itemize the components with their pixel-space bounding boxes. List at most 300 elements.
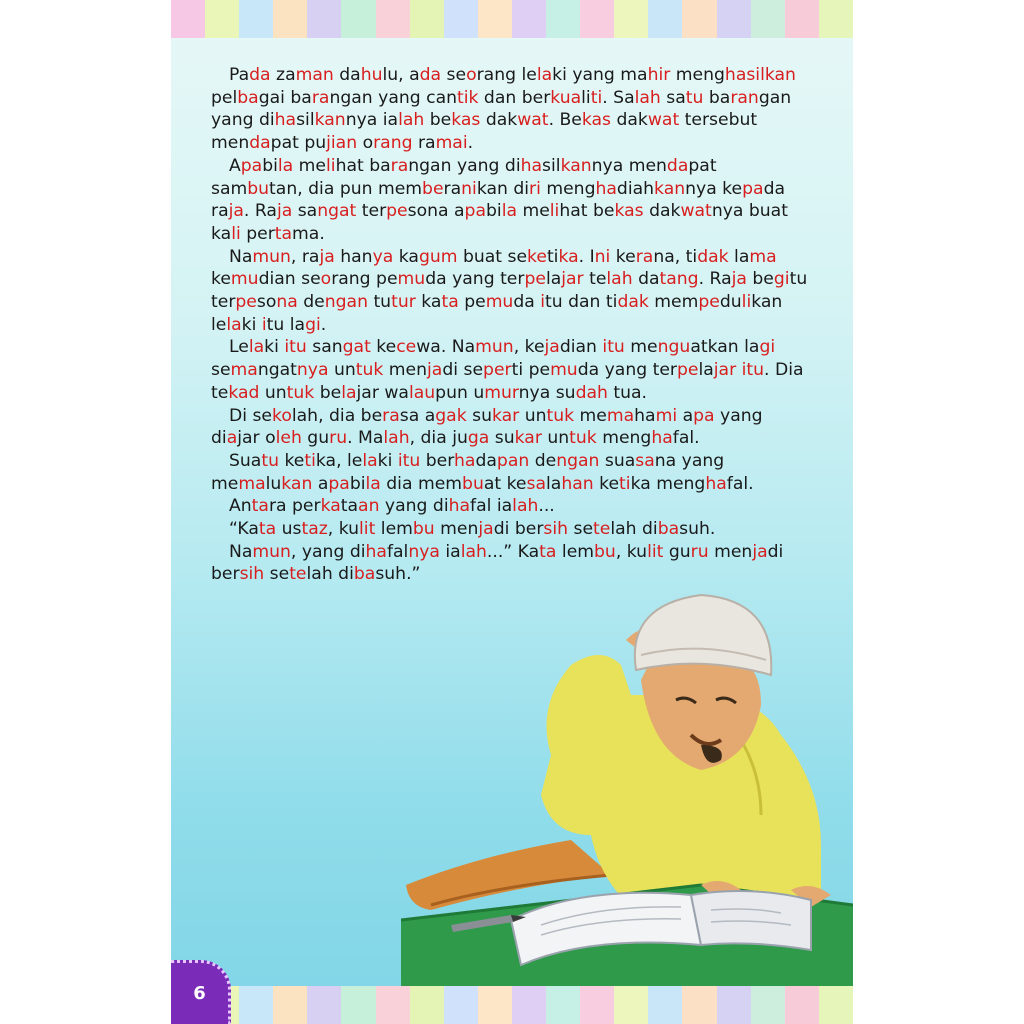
stripe-segment	[273, 0, 307, 38]
plain-text: dian se	[258, 269, 321, 290]
highlighted-syllable: rang	[373, 133, 413, 154]
highlighted-syllable: ce	[396, 337, 417, 358]
plain-text: dia mem	[380, 473, 463, 494]
stripe-segment	[717, 0, 751, 38]
highlighted-syllable: ba	[353, 564, 376, 585]
highlighted-syllable: hir	[647, 65, 671, 85]
highlighted-syllable: itu	[741, 360, 765, 381]
highlighted-syllable: la	[501, 201, 517, 222]
highlighted-syllable: ngu	[657, 337, 691, 358]
highlighted-syllable: ti	[619, 473, 631, 494]
plain-text: pe	[458, 292, 486, 313]
stripe-segment	[648, 986, 682, 1024]
plain-text: sa	[660, 87, 686, 108]
plain-text: lah di	[306, 564, 354, 585]
plain-text: ki	[264, 337, 285, 358]
highlighted-syllable: lit	[359, 519, 376, 540]
plain-text: da	[475, 450, 497, 471]
plain-text: rang pe	[331, 269, 398, 290]
top-stripe-border	[171, 0, 853, 38]
highlighted-syllable: tang	[659, 269, 699, 290]
plain-text: gu	[301, 428, 330, 449]
plain-text: bi	[262, 155, 278, 176]
plain-text: un	[328, 360, 356, 381]
highlighted-syllable: la	[248, 337, 265, 358]
plain-text: ra	[412, 133, 436, 154]
story-line	[211, 109, 811, 132]
stripe-segment	[512, 0, 546, 38]
highlighted-syllable: kan	[314, 110, 346, 131]
plain-text: ra per	[268, 496, 321, 517]
plain-text: tan, dia pun mem	[269, 178, 423, 199]
plain-text: suh.”	[375, 564, 421, 585]
highlighted-syllable: ran	[730, 87, 759, 108]
highlighted-syllable: la	[341, 382, 357, 403]
plain-text: , yang di	[290, 541, 366, 562]
storybook-page	[171, 0, 853, 1024]
highlighted-syllable: la	[536, 65, 553, 85]
plain-text: dak	[611, 110, 648, 131]
highlighted-syllable: ma	[606, 405, 635, 426]
plain-text: so	[256, 292, 277, 313]
highlighted-syllable: li	[231, 223, 241, 244]
highlighted-syllable: jian	[326, 133, 358, 154]
plain-text: lah di	[610, 519, 658, 540]
highlighted-syllable: kan	[560, 155, 592, 176]
highlighted-syllable: ma	[230, 360, 258, 381]
highlighted-syllable: pa	[328, 473, 350, 494]
plain-text: nya ke	[685, 178, 743, 199]
plain-text: , ke	[513, 337, 545, 358]
plain-text: le	[211, 314, 227, 335]
plain-text: da yang ter	[577, 360, 677, 381]
plain-text: meng	[596, 428, 652, 449]
plain-text: me	[293, 155, 326, 176]
plain-text: se	[211, 360, 231, 381]
highlighted-syllable: te	[289, 564, 307, 585]
plain-text: tua.	[607, 382, 647, 403]
plain-text: . Ma	[347, 428, 384, 449]
plain-text: so	[407, 201, 428, 222]
highlighted-syllable: tu	[261, 450, 279, 471]
plain-text: se	[264, 564, 290, 585]
highlighted-syllable: la	[365, 473, 381, 494]
plain-text: ki	[377, 450, 398, 471]
plain-text: tu	[789, 269, 808, 290]
plain-text: hat ba	[335, 155, 391, 176]
plain-text: be	[314, 382, 342, 403]
highlighted-syllable: te	[593, 519, 611, 540]
plain-text: ma.	[292, 223, 325, 244]
plain-text: kan	[751, 292, 783, 313]
highlighted-syllable: ja	[478, 519, 494, 540]
stripe-segment	[478, 0, 512, 38]
stripe-segment	[751, 0, 785, 38]
highlighted-syllable: jar	[561, 269, 584, 290]
plain-text: da	[513, 292, 541, 313]
highlighted-syllable: jar	[713, 360, 737, 381]
plain-text: Pa	[229, 65, 250, 85]
highlighted-syllable: ru	[690, 541, 709, 562]
plain-text: pat	[688, 155, 717, 176]
stripe-segment	[205, 0, 239, 38]
highlighted-syllable: pe	[698, 292, 720, 313]
highlighted-syllable: ta	[251, 496, 269, 517]
highlighted-syllable: pa	[742, 178, 764, 199]
plain-text: lem	[556, 541, 595, 562]
stripe-segment	[717, 986, 751, 1024]
highlighted-syllable: wat	[517, 110, 549, 131]
plain-text: ta	[340, 496, 359, 517]
highlighted-syllable: kar	[514, 428, 542, 449]
plain-text: a	[312, 473, 329, 494]
plain-text: bi	[349, 473, 366, 494]
plain-text: lem	[375, 519, 413, 540]
plain-text: . Ra	[243, 201, 277, 222]
highlighted-syllable: itu	[602, 337, 625, 358]
highlighted-syllable: ja	[752, 541, 768, 562]
plain-text: du	[719, 292, 742, 313]
highlighted-syllable: tuk	[569, 428, 597, 449]
plain-text: de	[529, 450, 557, 471]
highlighted-syllable: ja	[276, 201, 293, 222]
plain-text: sa a	[399, 405, 436, 426]
stripe-segment	[410, 0, 444, 38]
plain-text: ...” Ka	[486, 541, 540, 562]
highlighted-syllable: itu	[397, 450, 421, 471]
plain-text: te	[583, 269, 607, 290]
plain-text: , ku	[327, 519, 360, 540]
plain-text: ba	[703, 87, 731, 108]
plain-text: kan di	[476, 178, 530, 199]
plain-text: meng	[540, 178, 596, 199]
plain-text: su	[489, 428, 515, 449]
highlighted-syllable: i	[540, 292, 546, 313]
plain-text: se	[568, 519, 594, 540]
highlighted-syllable: kad	[228, 382, 260, 403]
plain-text: dak	[643, 201, 681, 222]
plain-text: la	[728, 246, 750, 267]
plain-text: . Be	[548, 110, 582, 131]
plain-text: us	[276, 519, 302, 540]
plain-text: ke	[610, 246, 636, 267]
highlighted-syllable: mu	[485, 292, 514, 313]
story-line	[211, 132, 811, 155]
plain-text: ka	[415, 292, 442, 313]
highlighted-syllable: nya	[296, 360, 329, 381]
highlighted-syllable: wat	[647, 110, 680, 131]
stripe-segment	[341, 986, 375, 1024]
plain-text: ngat	[257, 360, 297, 381]
plain-text: ia	[439, 541, 461, 562]
highlighted-syllable: ra	[390, 155, 409, 176]
plain-text: da	[333, 65, 361, 85]
highlighted-syllable: ha	[705, 473, 727, 494]
stripe-segment	[785, 986, 819, 1024]
highlighted-syllable: ma	[238, 473, 266, 494]
highlighted-syllable: ka	[320, 496, 341, 517]
highlighted-syllable: pa	[240, 155, 263, 176]
story-line	[211, 268, 811, 291]
highlighted-syllable: la	[226, 314, 242, 335]
highlighted-syllable: hu	[360, 65, 383, 85]
story-line	[211, 518, 811, 541]
highlighted-syllable: gi	[773, 269, 790, 290]
stripe-segment	[239, 0, 273, 38]
plain-text: ngan yang di	[408, 155, 521, 176]
plain-text: rang le	[476, 65, 537, 85]
highlighted-syllable: kan	[764, 65, 796, 85]
highlighted-syllable: sa	[526, 473, 547, 494]
plain-text: Na	[229, 246, 253, 267]
highlighted-syllable: ngan	[324, 292, 368, 313]
plain-text: fal.	[726, 473, 754, 494]
plain-text: . Sa	[602, 87, 635, 108]
plain-text: de	[297, 292, 325, 313]
plain-text: . Ra	[698, 269, 732, 290]
plain-text: ke	[501, 473, 527, 494]
page-number-badge: 6	[171, 960, 231, 1024]
plain-text: Le	[229, 337, 249, 358]
bottom-stripe-border	[171, 986, 853, 1024]
plain-text: sa	[292, 201, 318, 222]
plain-text: na, ti	[653, 246, 698, 267]
highlighted-syllable: ga	[467, 428, 490, 449]
plain-text: nya ia	[345, 110, 399, 131]
plain-text: ter	[356, 201, 387, 222]
stripe-segment	[614, 986, 648, 1024]
highlighted-syllable: ra	[311, 87, 330, 108]
story-line	[211, 427, 811, 450]
plain-text: li	[581, 87, 591, 108]
highlighted-syllable: tuk	[355, 360, 384, 381]
plain-text: la	[698, 360, 714, 381]
highlighted-syllable: taz	[301, 519, 328, 540]
highlighted-syllable: mu	[397, 269, 426, 290]
plain-text: diah	[616, 178, 655, 199]
highlighted-syllable: ha	[520, 155, 543, 176]
plain-text: lu, a	[382, 65, 420, 85]
plain-text: za	[270, 65, 296, 85]
plain-text: , ku	[615, 541, 648, 562]
plain-text: yang di	[379, 496, 449, 517]
plain-text: han	[334, 246, 373, 267]
plain-text: nya su	[518, 382, 576, 403]
plain-text: pat pu	[270, 133, 327, 154]
highlighted-syllable: bu	[247, 178, 270, 199]
highlighted-syllable: la	[362, 450, 378, 471]
plain-text: dan ber	[478, 87, 551, 108]
plain-text: at	[483, 473, 502, 494]
plain-text: ka	[393, 246, 419, 267]
plain-text: buat se	[457, 246, 528, 267]
plain-text: te	[211, 382, 229, 403]
plain-text: un	[541, 428, 570, 449]
story-line	[211, 473, 811, 496]
highlighted-syllable: ti	[590, 87, 603, 108]
plain-text: nya buat	[711, 201, 788, 222]
highlighted-syllable: tuk	[286, 382, 315, 403]
plain-text: da	[632, 269, 660, 290]
story-line	[211, 405, 811, 428]
plain-text: wa. Na	[416, 337, 476, 358]
plain-text: suh.	[679, 519, 716, 540]
highlighted-syllable: tu	[685, 87, 704, 108]
student-studying-illustration	[401, 585, 853, 986]
story-text	[211, 64, 811, 586]
highlighted-syllable: per	[483, 360, 512, 381]
highlighted-syllable: man	[295, 65, 334, 85]
stripe-segment	[546, 0, 580, 38]
highlighted-syllable: ha	[651, 428, 673, 449]
stripe-segment	[376, 0, 410, 38]
highlighted-syllable: nya	[408, 541, 440, 562]
highlighted-syllable: ra	[382, 405, 400, 426]
plain-text: per	[240, 223, 275, 244]
highlighted-syllable: ke	[527, 246, 547, 267]
highlighted-syllable: ru	[329, 428, 348, 449]
highlighted-syllable: ha	[365, 541, 387, 562]
highlighted-syllable: kar	[491, 405, 520, 426]
highlighted-syllable: ya	[372, 246, 394, 267]
stripe-segment	[273, 986, 307, 1024]
plain-text: sua	[599, 450, 636, 471]
story-line	[211, 155, 811, 178]
highlighted-syllable: pe	[676, 360, 699, 381]
highlighted-syllable: mai	[435, 133, 468, 154]
plain-text: di ber	[493, 519, 544, 540]
plain-text: men	[434, 519, 479, 540]
plain-text: bi	[486, 201, 502, 222]
plain-text: ra	[443, 178, 462, 199]
highlighted-syllable: tur	[391, 292, 416, 313]
plain-text: be	[424, 110, 452, 131]
plain-text: fal.	[672, 428, 700, 449]
plain-text: lah, dia be	[291, 405, 383, 426]
highlighted-syllable: pa	[693, 405, 715, 426]
highlighted-syllable: ta	[258, 519, 277, 540]
plain-text: o	[357, 133, 374, 154]
highlighted-syllable: lah	[383, 428, 410, 449]
highlighted-syllable: mu	[230, 269, 259, 290]
plain-text: fal ia	[470, 496, 513, 517]
plain-text: ka meng	[630, 473, 706, 494]
plain-text: la	[546, 473, 562, 494]
highlighted-syllable: da	[249, 133, 271, 154]
plain-text: ti pe	[511, 360, 551, 381]
highlighted-syllable: tik	[457, 87, 479, 108]
plain-text: A	[229, 155, 241, 176]
plain-text: sil	[542, 155, 561, 176]
highlighted-syllable: ri	[529, 178, 541, 199]
highlighted-syllable: ja	[228, 201, 244, 222]
plain-text: ki	[241, 314, 262, 335]
plain-text: sil	[296, 110, 315, 131]
stripe-segment	[444, 0, 478, 38]
highlighted-syllable: an	[358, 496, 380, 517]
stripe-segment	[819, 986, 853, 1024]
plain-text: su	[466, 405, 492, 426]
plain-text: tu la	[266, 314, 306, 335]
plain-text: ...	[538, 496, 555, 517]
highlighted-syllable: mur	[484, 382, 519, 403]
highlighted-syllable: ha	[454, 450, 476, 471]
plain-text: na yang	[654, 450, 725, 471]
story-line	[211, 450, 811, 473]
plain-text: se	[441, 65, 467, 85]
plain-text: Di se	[229, 405, 273, 426]
highlighted-syllable: ma	[749, 246, 777, 267]
highlighted-syllable: ngan	[556, 450, 600, 471]
plain-text: un	[259, 382, 287, 403]
plain-text: at	[690, 337, 708, 358]
story-line	[211, 563, 811, 586]
story-line	[211, 314, 811, 337]
plain-text: gan	[758, 87, 792, 108]
plain-text: tersebut	[679, 110, 758, 131]
highlighted-syllable: gi	[305, 314, 321, 335]
plain-text: ber	[211, 564, 240, 585]
plain-text: hat be	[559, 201, 615, 222]
story-line	[211, 223, 811, 246]
plain-text: yang di	[211, 110, 275, 131]
plain-text: nya men	[591, 155, 667, 176]
plain-text: An	[229, 496, 252, 517]
plain-text: pun u	[435, 382, 485, 403]
highlighted-syllable: kan	[281, 473, 313, 494]
highlighted-syllable: pe	[524, 269, 546, 290]
story-line	[211, 336, 811, 359]
plain-text: , ra	[290, 246, 320, 267]
plain-text: san	[306, 337, 343, 358]
highlighted-syllable: ti	[304, 450, 316, 471]
highlighted-syllable: leh	[275, 428, 302, 449]
story-line	[211, 87, 811, 110]
highlighted-syllable: na	[276, 292, 298, 313]
highlighted-syllable: a	[226, 428, 238, 449]
stripe-segment	[580, 986, 614, 1024]
story-line	[211, 359, 811, 382]
highlighted-syllable: mun	[252, 246, 291, 267]
highlighted-syllable: wat	[680, 201, 712, 222]
stripe-segment	[819, 0, 853, 38]
highlighted-syllable: tuk	[546, 405, 575, 426]
stripe-segment	[307, 986, 341, 1024]
highlighted-syllable: gak	[435, 405, 467, 426]
plain-text: yang	[714, 405, 763, 426]
plain-text: un	[519, 405, 547, 426]
plain-text: tu	[367, 292, 392, 313]
highlighted-syllable: ja	[427, 360, 443, 381]
plain-text: a	[677, 405, 694, 426]
plain-text: ke	[211, 269, 231, 290]
story-line	[211, 541, 811, 564]
highlighted-syllable: itu	[284, 337, 307, 358]
highlighted-syllable: o	[320, 269, 332, 290]
highlighted-syllable: kas	[451, 110, 481, 131]
plain-text: da yang ter	[425, 269, 525, 290]
plain-text: da	[763, 178, 786, 199]
highlighted-syllable: lau	[408, 382, 436, 403]
plain-text: ter	[211, 292, 236, 313]
highlighted-syllable: da	[249, 65, 271, 85]
plain-text: jar wa	[356, 382, 409, 403]
highlighted-syllable: lah	[460, 541, 487, 562]
plain-text: men	[383, 360, 428, 381]
highlighted-syllable: mu	[550, 360, 578, 381]
highlighted-syllable: ja	[731, 269, 747, 290]
plain-text: dian	[559, 337, 603, 358]
